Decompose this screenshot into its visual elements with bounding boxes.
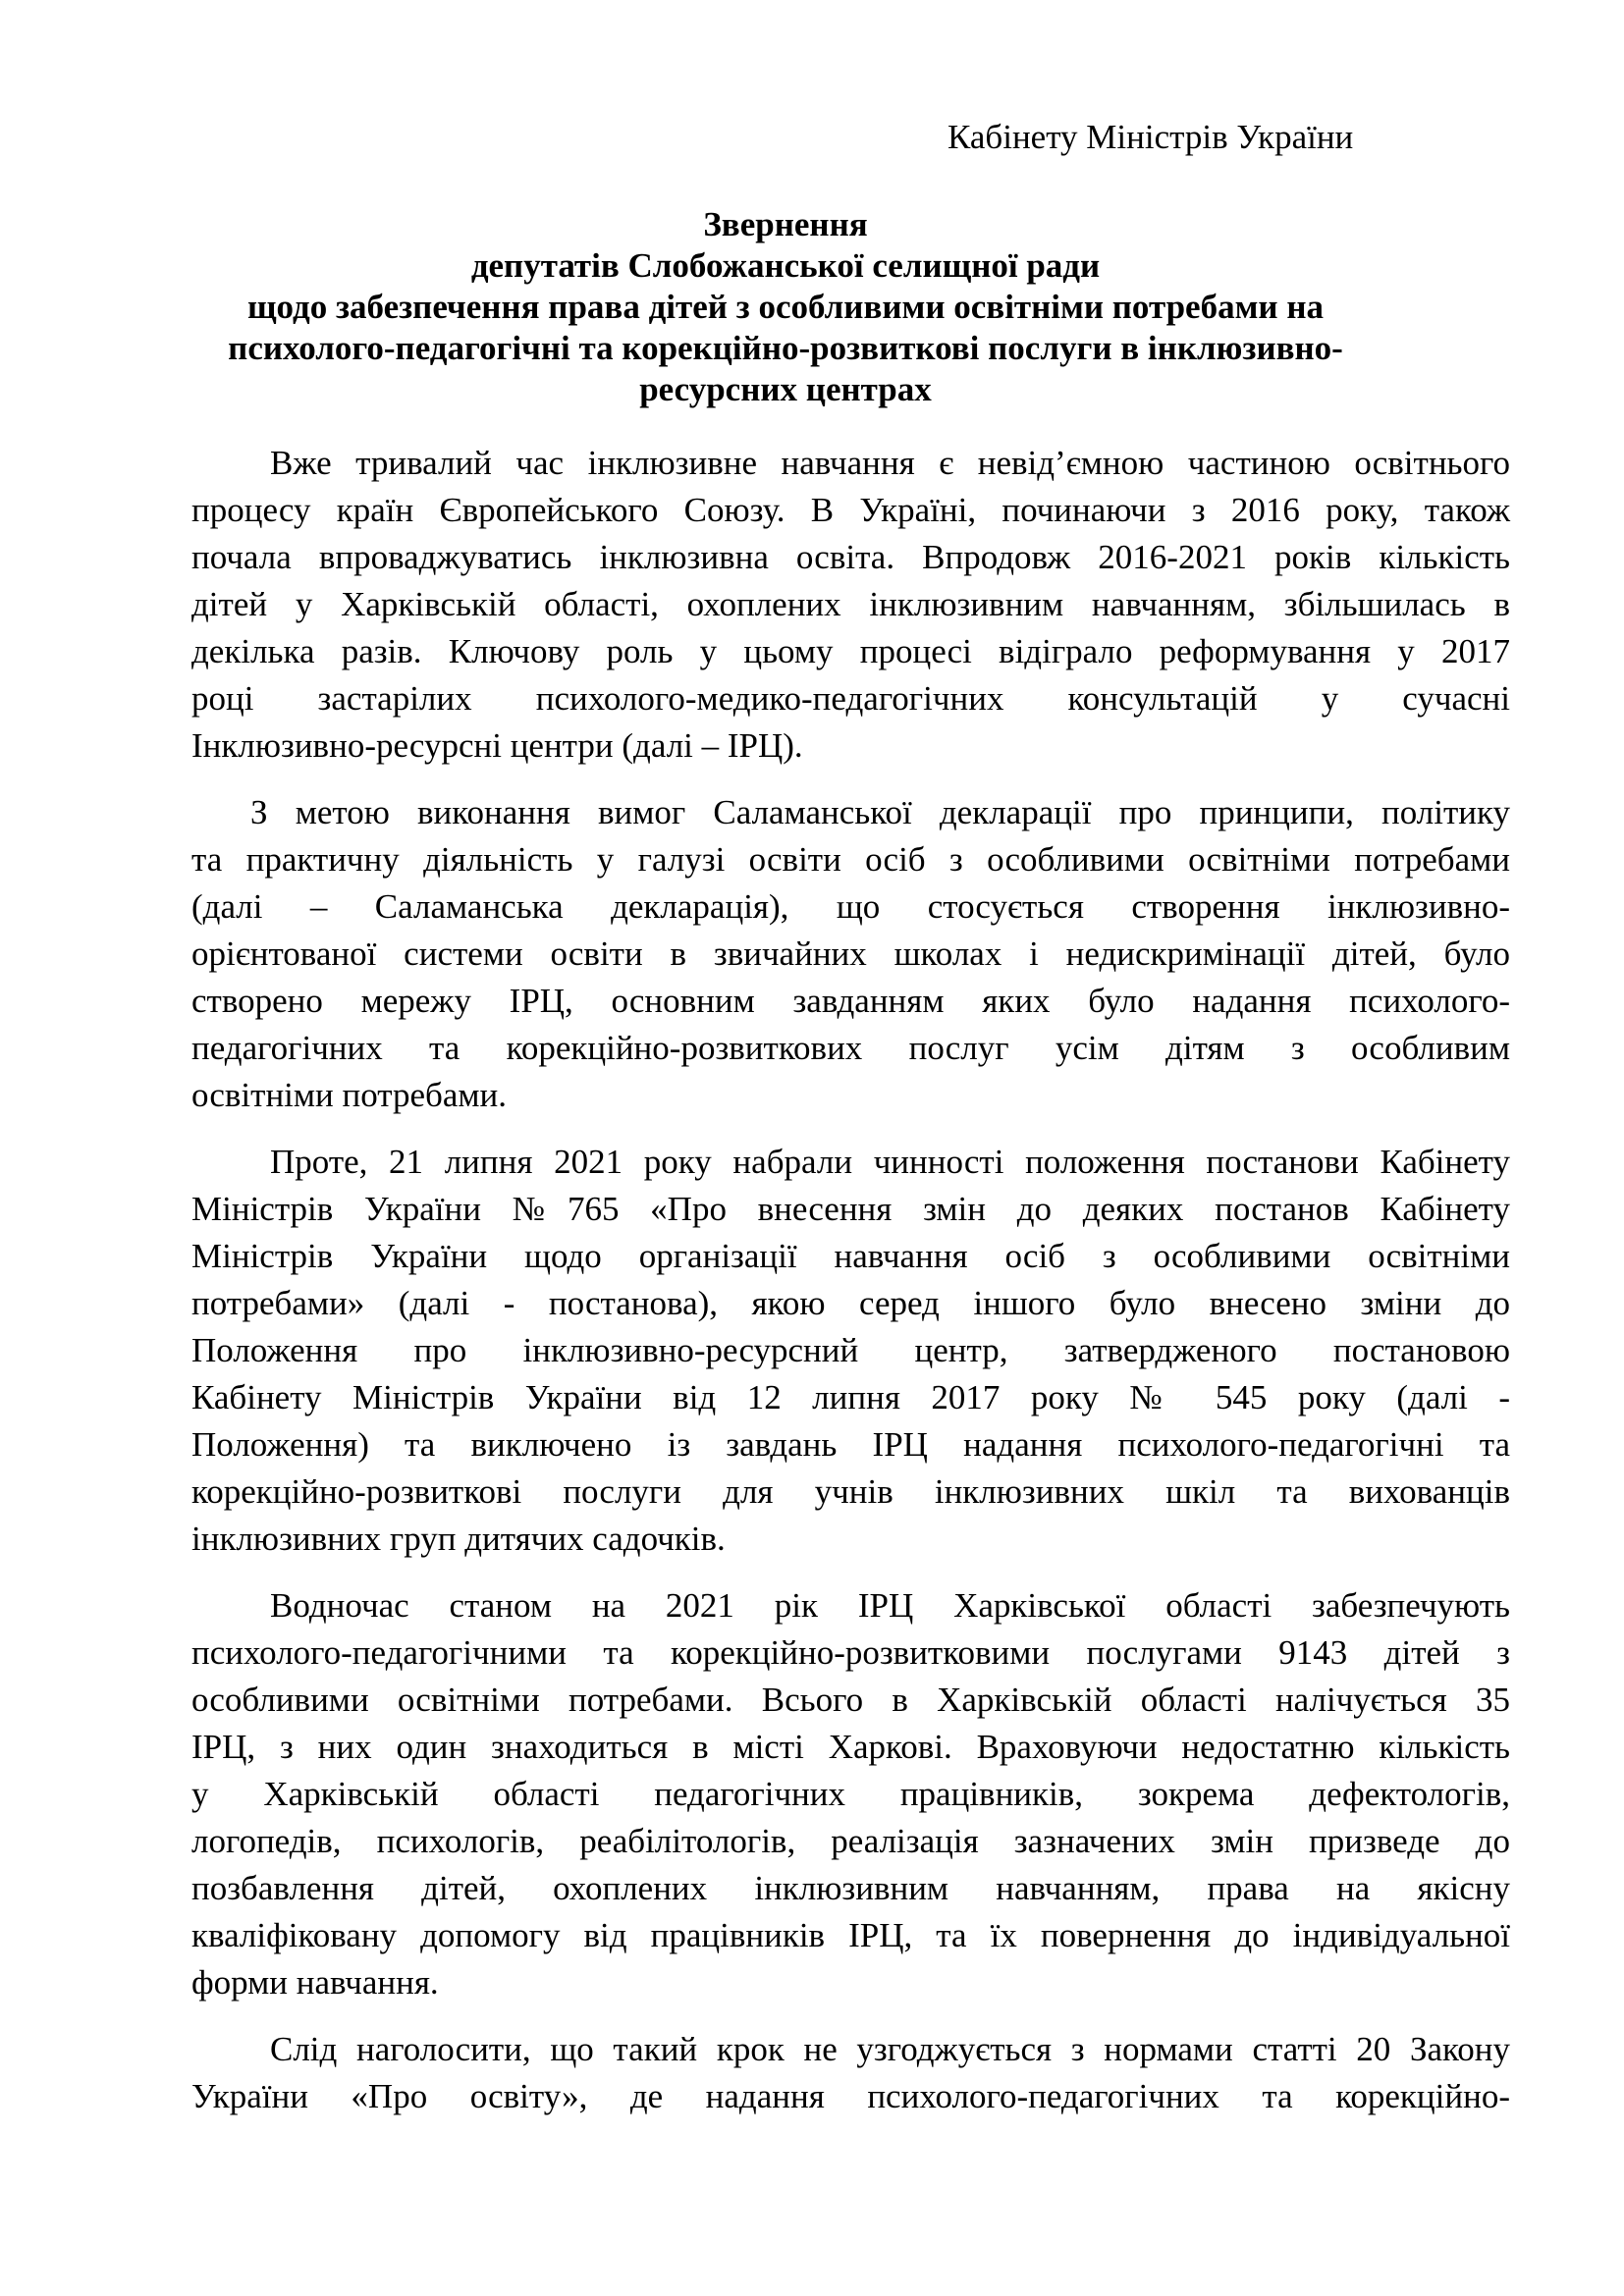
text-line: процесу країн Європейського Союзу. В Україні, починаючи з 2016 року, також: [191, 491, 1510, 529]
text-line: у Харківській області педагогічних працівників, зокрема дефектологів,: [191, 1775, 1510, 1813]
text-line: почала впроваджуватись інклюзивна освіта. Впродовж 2016-2021 років кількість: [191, 538, 1510, 576]
text-line: України «Про освіту», де надання психолого-педагогічних та корекційно-: [191, 2077, 1510, 2115]
title-line: ресурсних центрах: [639, 370, 932, 408]
text-line: декілька разів. Ключову роль у цьому процесі відіграло реформування у 2017: [191, 632, 1510, 670]
text-line: Водночас станом на 2021 рік ІРЦ Харківської області забезпечують: [270, 1586, 1510, 1625]
text-line: освітніми потребами.: [191, 1076, 508, 1114]
text-line: форми навчання.: [191, 1963, 439, 2002]
paragraph-3: [191, 1139, 1510, 1563]
text-line: створено мережу ІРЦ, основним завданням яких було надання психолого-: [191, 982, 1510, 1020]
text-line: Міністрів України щодо організації навчання осіб з особливими освітніми: [191, 1237, 1510, 1275]
text-line: році застарілих психолого-медико-педагогічних консультацій у сучасні: [191, 679, 1510, 718]
text-line: Кабінету Міністрів України від 12 липня 2017 року № 545 року (далі -: [191, 1378, 1510, 1416]
text-line: корекційно-розвиткові послуги для учнів інклюзивних шкіл та вихованців: [191, 1472, 1510, 1511]
text-line: ІРЦ, з них один знаходиться в місті Харкові. Враховуючи недостатню кількість: [191, 1728, 1510, 1766]
paragraph-4: [191, 1582, 1510, 2006]
text-line: інклюзивних груп дитячих садочків.: [191, 1520, 726, 1558]
text-line: та практичну діяльність у галузі освіти осіб з особливими освітніми потребами: [191, 840, 1510, 879]
text-line: потребами» (далі - постанова), якою серед іншого було внесено зміни до: [191, 1284, 1510, 1322]
text-line: Інклюзивно-ресурсні центри (далі – ІРЦ).: [191, 726, 803, 765]
paragraph-2: [191, 789, 1510, 1119]
title-line: депутатів Слобожанської селищної ради: [470, 246, 1101, 285]
text-line: психолого-педагогічними та корекційно-розвитковими послугами 9143 дітей з: [191, 1633, 1510, 1672]
text-line: Положення) та виключено із завдань ІРЦ надання психолого-педагогічні та: [191, 1425, 1510, 1464]
paragraph-1: [191, 440, 1510, 770]
document-body: [191, 440, 1510, 2120]
text-line: педагогічних та корекційно-розвиткових послуг усім дітям з особливим: [191, 1029, 1510, 1067]
document-title: [147, 204, 1424, 410]
title-line: щодо забезпечення права дітей з особливими освітніми потребами на: [246, 288, 1325, 326]
title-line: психолого-педагогічні та корекційно-розвиткові послуги в інклюзивно-: [228, 329, 1343, 367]
text-line: Положення про інклюзивно-ресурсний центр, затвердженого постановою: [191, 1331, 1510, 1369]
title-line: Звернення: [703, 205, 868, 243]
text-line: кваліфіковану допомогу від працівників ІРЦ, та їх повернення до індивідуальної: [191, 1916, 1510, 1954]
text-line: Міністрів України №765 «Про внесення змін до деяких постанов Кабінету: [191, 1190, 1510, 1228]
text-line: Вже тривалий час інклюзивне навчання є невід’ємною частиною освітнього: [270, 444, 1510, 482]
addressee: Кабінету Міністрів України: [947, 118, 1354, 156]
text-line: З метою виконання вимог Саламанської декларації про принципи, політику: [250, 793, 1510, 831]
text-line: Проте, 21 липня 2021 року набрали чинності положення постанови Кабінету: [270, 1143, 1510, 1181]
paragraph-5: [191, 2026, 1510, 2120]
text-line: особливими освітніми потребами. Всього в Харківській області налічується 35: [191, 1681, 1510, 1719]
text-line: (далі – Саламанська декларація), що стосується створення інклюзивно-: [191, 887, 1510, 926]
text-line: позбавлення дітей, охоплених інклюзивним навчанням, права на якісну: [191, 1869, 1510, 1907]
text-line: Слід наголосити, що такий крок не узгоджується з нормами статті 20 Закону: [270, 2030, 1510, 2068]
text-line: дітей у Харківській області, охоплених інклюзивним навчанням, збільшилась в: [191, 585, 1510, 623]
text-line: логопедів, психологів, реабілітологів, реалізація зазначених змін призведе до: [191, 1822, 1510, 1860]
text-line: орієнтованої системи освіти в звичайних школах і недискримінації дітей, було: [191, 934, 1510, 973]
